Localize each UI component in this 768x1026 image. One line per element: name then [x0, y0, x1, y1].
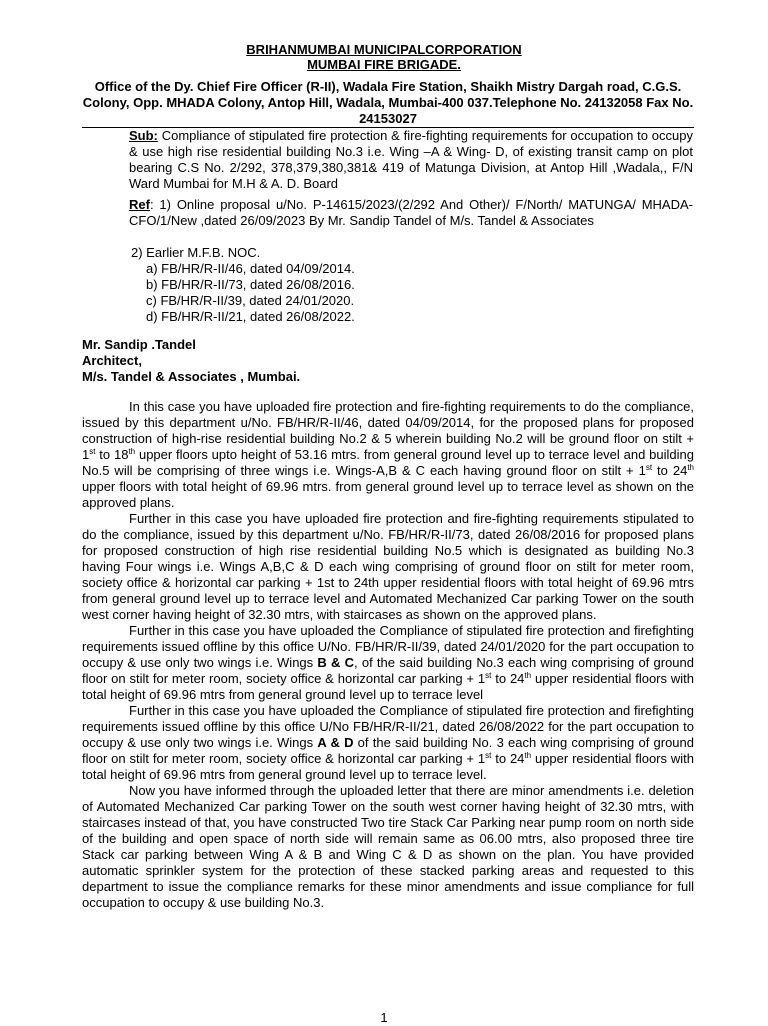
paragraph-4	[82, 703, 694, 783]
addressee-name: Mr. Sandip .Tandel	[82, 337, 196, 352]
reference-text: : 1) Online proposal u/No. P-14615/2023/(2/292 And Other)/ F/North/ MATUNGA/ MHADA-CFO/1/New ,dated 26/09/2023 By Mr. Sandip Tandel of M/s. Tandel & Associates	[129, 197, 693, 228]
text: upper floors with total height of 69.96 mtrs. from general ground level up to terrace level as shown on the approved plans.	[82, 479, 694, 510]
text: Further in this case you have uploaded the Compliance of stipulated fire protection and firefighting requirements issued offline by this office U/No FB/HR/R-II/21, dated 26/08/2022 for the part occupation to occupy & use only two wings i.e. Wings	[82, 703, 694, 750]
dept-title: MUMBAI FIRE BRIGADE.	[307, 57, 461, 72]
sup: st	[485, 671, 492, 680]
text: In this case you have uploaded fire protection and fire-fighting requirements to do the compliance, issued by this department u/No. FB/HR/R-II/46, dated 04/09/2014, for the proposed plans for proposed construction of high-rise residential building No.2 & 5 wherein building No.2 will be ground floor on stilt + 1	[82, 399, 694, 462]
text: to 24	[491, 671, 525, 686]
sup: th	[128, 447, 136, 456]
paragraph-2: Further in this case you have uploaded fire protection and fire-fighting requirements stipulated to do the compliance, issued by this department u/No. FB/HR/R-II/73, dated 26/08/2016 for proposed plans for proposed construction of high rise residential building No.5 which is designated as building No.3 having Four wings i.e. Wings A,B,C & D each wing comprising of ground floor on stilt for meter room, society office & horizontal car parking + 1st to 24th upper residential floors with total height of 69.96 mtrs from general ground level up to terrace level and Automated Mechanized Car parking Tower on the south west corner having height of 32.30 mtrs, with staircases as shown on the approved plans.	[82, 511, 694, 622]
noc-list	[146, 261, 355, 325]
text: to 24	[491, 751, 525, 766]
reference-block	[129, 197, 693, 229]
wings-bold: A & D	[317, 735, 354, 750]
sup: st	[485, 751, 492, 760]
sup: th	[524, 751, 532, 760]
text: upper floors upto height of 53.16 mtrs. from general ground level up to terrace level and building No.5 will be comprising of three wings i.e. Wings-A,B & C each having ground floor on stilt + 1	[82, 447, 694, 478]
subject-label: Sub:	[129, 128, 158, 143]
sup: st	[645, 463, 653, 472]
sup: th	[687, 463, 694, 472]
text: upper residential floors with total height of 69.96 mtrs from general ground level up to terrace level.	[82, 751, 695, 782]
text: to 24	[652, 463, 688, 478]
office-address: Office of the Dy. Chief Fire Officer (R-II), Wadala Fire Station, Shaikh Mistry Dargah road, C.G.S. Colony, Opp. MHADA Colony, Antop Hill, Wadala, Mumbai-400 037.Telephone No. 24132058 Fax No. 24153027	[82, 79, 694, 126]
page-number: 1	[380, 1010, 388, 1025]
addressee-block	[82, 337, 300, 385]
addressee-designation: Architect,	[82, 353, 142, 368]
addressee-firm: M/s. Tandel & Associates , Mumbai.	[82, 369, 301, 384]
paragraph-5: Now you have informed through the uploaded letter that there are minor amendments i.e. deletion of Automated Mechanized Car parking Tower on the south west corner having height of 32.30 mtrs, with staircases instead of that, you have constructed Two tire Stack Car Parking near pump room on north side of the building and open space of north side will remain same as 06.00 mtrs, also proposed three tire Stack car parking between Wing A & B and Wing C & D as shown on the plan. You have provided automatic sprinkler system for the protection of these stacked parking areas and requested to this department to issue the compliance remarks for these minor amendments and issue compliance for full occupation to occupy & use building No.3.	[82, 783, 694, 910]
text: , of the said building No.3 each wing comprising of ground floor on stilt for meter room, society office & horizontal car parking + 1	[82, 655, 695, 686]
sup: st	[89, 447, 96, 456]
noc-item: c) FB/HR/R-II/39, dated 24/01/2020.	[146, 293, 355, 308]
sup: th	[524, 671, 532, 680]
noc-item: b) FB/HR/R-II/73, dated 26/08/2016.	[146, 277, 355, 292]
text: of the said building No. 3 each wing comprising of ground floor on stilt for meter room, society office & horizontal car parking + 1	[82, 735, 694, 766]
org-title: BRIHANMUMBAI MUNICIPALCORPORATION	[246, 42, 522, 57]
text: upper residential floors with total height of 69.96 mtrs from general ground level up to terrace level	[82, 671, 695, 702]
reference-label: Ref	[129, 197, 150, 212]
paragraph-1	[82, 399, 694, 511]
earlier-noc: 2) Earlier M.F.B. NOC.	[131, 245, 261, 260]
subject-block	[129, 128, 693, 192]
wings-bold: B & C	[317, 655, 355, 670]
text: to 18	[95, 447, 129, 462]
noc-item: d) FB/HR/R-II/21, dated 26/08/2022.	[146, 309, 355, 324]
text: Further in this case you have uploaded the Compliance of stipulated fire protection and firefighting requirements issued offline by this office U/No. FB/HR/R-II/39, dated 24/01/2020 for the part occupation to occupy & use only two wings i.e. Wings	[82, 623, 694, 670]
letter-body	[82, 399, 694, 911]
noc-item: a) FB/HR/R-II/46, dated 04/09/2014.	[146, 261, 355, 276]
subject-text: Compliance of stipulated fire protection & fire-fighting requirements for occupation to occupy & use high rise residential building No.3 i.e. Wing –A & Wing- D, of existing transit camp on plot bearing C.S No. 2/292, 378,379,380,381& 419 of Matunga Division, at Antop Hill ,Wadala,, F/N Ward Mumbai for M.H & A. D. Board	[129, 128, 693, 191]
paragraph-3	[82, 623, 694, 703]
